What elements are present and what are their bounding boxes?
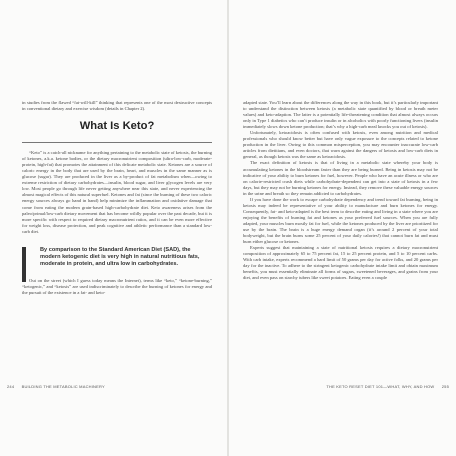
running-head: THE KETO RESET DIET 101—WHAT, WHY, AND HOW [326, 384, 435, 389]
body-paragraph: adapted state. You’ll learn about the differences along the way in this book, but it’s particularly important to understand the distinction between ketosis (a metabolic state quantified by blood or breath meter values) and keto-adaption. The latter is a potentially life-threatening condition that almost always occurs only in Type 1 diabetics who can’t produce insulin or in alcoholics with poorly functioning livers (insulin immediately slows down ketone production; that’s why a high-carb meal knocks you out of ketosis). [243, 100, 438, 130]
page-number: 255 [441, 384, 449, 389]
intro-paragraph: in studies from the flawed “fat-will-kill” thinking that represents one of the most destructive concepts in conventional dietary and exercise wisdom (details in Chapter 2). [22, 100, 212, 112]
page-number: 244 [7, 384, 15, 389]
body-paragraph: If you have done the work to escape carbohydrate dependency and trend toward fat burning, being in ketosis may indeed be representative of your ability to manufacture and burn ketones for energy. Consequently, fat- and keto-adapted is the best term to describe eating and living in a state where you are enjoying the benefits of burning fat and ketones as your preferred fuel sources. When you are fully adapted, your muscles burn mostly fat for fuel, while the ketones produced by the liver are prioritized for use by the brain. The brain is a huge energy demand organ (it’s around 2 percent of your total bodyweight, but the brain burns some 25 percent of your daily calories!) that cannot burn fat and must burn either glucose or ketones. [243, 196, 438, 245]
body-paragraph: “Keto” is a catch-all nickname for anything pertaining to the metabolic state of ketosis, the burning of ketones, a.k.a. ketone bodies, or the dietary macronutrient composition (ultra-low-carb, moderate-protein, high-fat) that promotes the attainment of this delicate metabolic state. Ketones are a source of caloric energy in the body that are used by the brain, heart, and muscles in the same manner as is glucose (sugar). They are produced in the liver as a by-product of fat metabolism when—owing to extreme restriction of dietary carbohydrates—insulin, blood sugar, and liver glycogen levels are very low. Most people go through life never getting anywhere near this state, and never experiencing the almost magical effects of this natural superfuel. Ketones and fat (since the burning of these two caloric energy sources always go hand in hand) help minimize the inflammation and oxidative damage that come from eating the modern grain-based high-carbohydrate diet. Keto awareness arises from the paleo/primal/low-carb dietary movement that has become wildly popular over the past decade, but it is more specific with respect to required dietary macronutrient ratios, and it can be even more effective for weight loss, disease protection, and peak cognitive and athletic performance than a standard low-carb diet. [22, 150, 212, 234]
section-heading: What Is Keto? [79, 120, 155, 133]
left-footer [7, 384, 105, 389]
left-page [0, 0, 227, 456]
right-footer [326, 384, 449, 389]
body-paragraph: Experts suggest that maintaining a state of nutritional ketosis requires a dietary macronutrient composition of approximately 65 to 75 percent fat, 15 to 25 percent protein, and 5 to 10 percent carbs. With carb intake, experts recommend a hard limit of 50 grams per day for active folks, and 20 grams per day for the inactive. To adhere to the stringent ketogenic carbohydrate intake limit and obtain maximum benefits, you must essentially eliminate all forms of sugars, sweetened beverages, and grains from your diet, and even pass on starchy tubers like sweet potatoes. Eating even a couple [243, 245, 438, 281]
right-text-column [243, 100, 438, 281]
body-paragraph: Unfortunately, ketoacidosis is often confused with ketosis, even among nutrition and medical professionals who should know better but have only vague exposure to the concepts related to ketone production in the liver. Owing to this common misperception, you may encounter inaccurate low-carb articles from dietitians, and even doctors, that warn against the dangers of ketosis and low-carb diets in general, as though ketosis was the same as ketoacidosis. [243, 130, 438, 160]
left-text-column [22, 100, 212, 296]
running-head: BUILDING THE METABOLIC MACHINERY [21, 384, 105, 389]
heading-rule [22, 142, 212, 143]
body-paragraph: Out on the street (which I guess today means the Internet), terms like “keto,” “ketone-burning,” “ketogenic,” and “ketosis” are used indiscriminately to describe the burning of ketones for energy and the pursuit of the existence in a fat- and keto- [22, 277, 212, 295]
right-page [229, 0, 456, 456]
pull-quote-bar [22, 247, 26, 282]
pull-quote-box [22, 247, 212, 268]
pull-quote: By comparison to the Standard American Diet (SAD), the modern ketogenic diet is very high in natural nutritious fats, moderate in protein, and ultra low in carbohydrates. [40, 246, 200, 267]
body-paragraph: The exact definition of ketosis is that of living in a metabolic state whereby your body is accumulating ketones in the bloodstream faster than they are being burned. Being in ketosis may not be indicative of your ability to burn ketones for fuel, however. People who have an acute illness or who are on calorie-restricted crash diets while carbohydrate-dependent can get into a state of ketosis in a few days, but they may not be burning ketones for energy. Instead, they remove these valuable energy sources in the urine and breath so they remain addicted to carbohydrates. [243, 160, 438, 196]
